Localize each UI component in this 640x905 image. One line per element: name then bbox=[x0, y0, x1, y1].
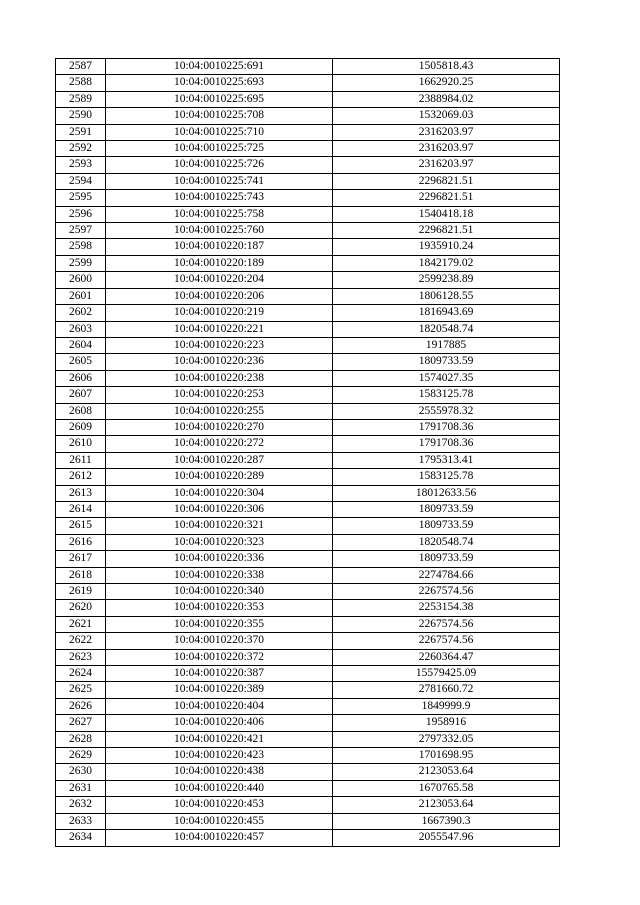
row-number-cell: 2630 bbox=[56, 764, 106, 780]
table-row bbox=[56, 551, 560, 567]
amount-cell: 1809733.59 bbox=[333, 501, 560, 517]
amount-cell: 1583125.78 bbox=[333, 469, 560, 485]
table-row bbox=[56, 584, 560, 600]
cadastral-number-cell: 10:04:0010220:404 bbox=[106, 698, 333, 714]
row-number-cell: 2633 bbox=[56, 813, 106, 829]
row-number-cell: 2597 bbox=[56, 223, 106, 239]
amount-cell: 1791708.36 bbox=[333, 436, 560, 452]
amount-cell: 1917885 bbox=[333, 337, 560, 353]
table-row bbox=[56, 748, 560, 764]
table-row bbox=[56, 124, 560, 140]
amount-cell: 1667390.3 bbox=[333, 813, 560, 829]
table-row bbox=[56, 534, 560, 550]
cadastral-number-cell: 10:04:0010225:743 bbox=[106, 190, 333, 206]
row-number-cell: 2631 bbox=[56, 780, 106, 796]
table-row bbox=[56, 255, 560, 271]
amount-cell: 2388984.02 bbox=[333, 91, 560, 107]
table-row bbox=[56, 501, 560, 517]
cadastral-number-cell: 10:04:0010220:338 bbox=[106, 567, 333, 583]
table-row bbox=[56, 780, 560, 796]
amount-cell: 1701698.95 bbox=[333, 748, 560, 764]
amount-cell: 1806128.55 bbox=[333, 288, 560, 304]
table-row bbox=[56, 666, 560, 682]
cadastral-number-cell: 10:04:0010220:372 bbox=[106, 649, 333, 665]
amount-cell: 2274784.66 bbox=[333, 567, 560, 583]
amount-cell: 2316203.97 bbox=[333, 157, 560, 173]
row-number-cell: 2592 bbox=[56, 141, 106, 157]
table-row bbox=[56, 633, 560, 649]
amount-cell: 2260364.47 bbox=[333, 649, 560, 665]
amount-cell: 1505818.43 bbox=[333, 59, 560, 75]
row-number-cell: 2588 bbox=[56, 75, 106, 91]
row-number-cell: 2610 bbox=[56, 436, 106, 452]
table-row bbox=[56, 305, 560, 321]
cadastral-number-cell: 10:04:0010220:223 bbox=[106, 337, 333, 353]
row-number-cell: 2619 bbox=[56, 584, 106, 600]
row-number-cell: 2604 bbox=[56, 337, 106, 353]
cadastral-number-cell: 10:04:0010225:695 bbox=[106, 91, 333, 107]
table-row bbox=[56, 190, 560, 206]
table-body bbox=[56, 59, 560, 847]
row-number-cell: 2617 bbox=[56, 551, 106, 567]
row-number-cell: 2587 bbox=[56, 59, 106, 75]
cadastral-number-cell: 10:04:0010220:340 bbox=[106, 584, 333, 600]
table-row bbox=[56, 616, 560, 632]
row-number-cell: 2625 bbox=[56, 682, 106, 698]
row-number-cell: 2613 bbox=[56, 485, 106, 501]
table-row bbox=[56, 403, 560, 419]
row-number-cell: 2611 bbox=[56, 452, 106, 468]
table-row bbox=[56, 141, 560, 157]
amount-cell: 2055547.96 bbox=[333, 830, 560, 846]
table-row bbox=[56, 649, 560, 665]
cadastral-number-cell: 10:04:0010225:726 bbox=[106, 157, 333, 173]
amount-cell: 18012633.56 bbox=[333, 485, 560, 501]
amount-cell: 1583125.78 bbox=[333, 387, 560, 403]
row-number-cell: 2634 bbox=[56, 830, 106, 846]
row-number-cell: 2605 bbox=[56, 354, 106, 370]
table-row bbox=[56, 830, 560, 846]
row-number-cell: 2609 bbox=[56, 419, 106, 435]
cadastral-number-cell: 10:04:0010220:270 bbox=[106, 419, 333, 435]
table-row bbox=[56, 715, 560, 731]
table-row bbox=[56, 419, 560, 435]
cadastral-number-cell: 10:04:0010220:421 bbox=[106, 731, 333, 747]
table-row bbox=[56, 354, 560, 370]
row-number-cell: 2620 bbox=[56, 600, 106, 616]
table-row bbox=[56, 764, 560, 780]
cadastral-number-cell: 10:04:0010220:355 bbox=[106, 616, 333, 632]
table-row bbox=[56, 288, 560, 304]
row-number-cell: 2612 bbox=[56, 469, 106, 485]
table-row bbox=[56, 337, 560, 353]
amount-cell: 2599238.89 bbox=[333, 272, 560, 288]
amount-cell: 2267574.56 bbox=[333, 584, 560, 600]
table-row bbox=[56, 698, 560, 714]
table-row bbox=[56, 370, 560, 386]
amount-cell: 2123053.64 bbox=[333, 764, 560, 780]
table-row bbox=[56, 75, 560, 91]
table-row bbox=[56, 682, 560, 698]
cadastral-number-cell: 10:04:0010220:321 bbox=[106, 518, 333, 534]
row-number-cell: 2606 bbox=[56, 370, 106, 386]
row-number-cell: 2600 bbox=[56, 272, 106, 288]
table-row bbox=[56, 567, 560, 583]
amount-cell: 2296821.51 bbox=[333, 190, 560, 206]
row-number-cell: 2594 bbox=[56, 173, 106, 189]
table-row bbox=[56, 387, 560, 403]
cadastral-number-cell: 10:04:0010220:253 bbox=[106, 387, 333, 403]
row-number-cell: 2589 bbox=[56, 91, 106, 107]
row-number-cell: 2627 bbox=[56, 715, 106, 731]
cadastral-number-cell: 10:04:0010225:708 bbox=[106, 108, 333, 124]
amount-cell: 2296821.51 bbox=[333, 223, 560, 239]
cadastral-number-cell: 10:04:0010225:760 bbox=[106, 223, 333, 239]
amount-cell: 2316203.97 bbox=[333, 141, 560, 157]
cadastral-number-cell: 10:04:0010220:238 bbox=[106, 370, 333, 386]
row-number-cell: 2615 bbox=[56, 518, 106, 534]
row-number-cell: 2601 bbox=[56, 288, 106, 304]
cadastral-number-cell: 10:04:0010220:457 bbox=[106, 830, 333, 846]
table-row bbox=[56, 223, 560, 239]
table-row bbox=[56, 59, 560, 75]
cadastral-number-cell: 10:04:0010225:725 bbox=[106, 141, 333, 157]
cadastral-number-cell: 10:04:0010220:336 bbox=[106, 551, 333, 567]
table-row bbox=[56, 600, 560, 616]
cadastral-number-cell: 10:04:0010220:189 bbox=[106, 255, 333, 271]
cadastral-number-cell: 10:04:0010220:323 bbox=[106, 534, 333, 550]
amount-cell: 1574027.35 bbox=[333, 370, 560, 386]
row-number-cell: 2607 bbox=[56, 387, 106, 403]
amount-cell: 1540418.18 bbox=[333, 206, 560, 222]
cadastral-number-cell: 10:04:0010225:710 bbox=[106, 124, 333, 140]
amount-cell: 1820548.74 bbox=[333, 534, 560, 550]
cadastral-number-cell: 10:04:0010220:306 bbox=[106, 501, 333, 517]
amount-cell: 2253154.38 bbox=[333, 600, 560, 616]
cadastral-number-cell: 10:04:0010220:236 bbox=[106, 354, 333, 370]
table-row bbox=[56, 518, 560, 534]
table-row bbox=[56, 206, 560, 222]
table-row bbox=[56, 797, 560, 813]
cadastral-number-cell: 10:04:0010225:693 bbox=[106, 75, 333, 91]
row-number-cell: 2596 bbox=[56, 206, 106, 222]
amount-cell: 2123053.64 bbox=[333, 797, 560, 813]
cadastral-number-cell: 10:04:0010225:758 bbox=[106, 206, 333, 222]
cadastral-number-cell: 10:04:0010220:406 bbox=[106, 715, 333, 731]
cadastral-number-cell: 10:04:0010220:287 bbox=[106, 452, 333, 468]
cadastral-number-cell: 10:04:0010220:221 bbox=[106, 321, 333, 337]
amount-cell: 1795313.41 bbox=[333, 452, 560, 468]
table-row bbox=[56, 485, 560, 501]
row-number-cell: 2602 bbox=[56, 305, 106, 321]
cadastral-number-cell: 10:04:0010220:255 bbox=[106, 403, 333, 419]
cadastral-number-cell: 10:04:0010220:440 bbox=[106, 780, 333, 796]
row-number-cell: 2603 bbox=[56, 321, 106, 337]
amount-cell: 1842179.02 bbox=[333, 255, 560, 271]
cadastral-number-cell: 10:04:0010220:455 bbox=[106, 813, 333, 829]
table-row bbox=[56, 108, 560, 124]
cadastral-number-cell: 10:04:0010220:453 bbox=[106, 797, 333, 813]
amount-cell: 2267574.56 bbox=[333, 633, 560, 649]
cadastral-number-cell: 10:04:0010220:219 bbox=[106, 305, 333, 321]
cadastral-number-cell: 10:04:0010220:187 bbox=[106, 239, 333, 255]
cadastral-number-cell: 10:04:0010220:387 bbox=[106, 666, 333, 682]
row-number-cell: 2622 bbox=[56, 633, 106, 649]
row-number-cell: 2595 bbox=[56, 190, 106, 206]
row-number-cell: 2624 bbox=[56, 666, 106, 682]
row-number-cell: 2629 bbox=[56, 748, 106, 764]
row-number-cell: 2632 bbox=[56, 797, 106, 813]
row-number-cell: 2618 bbox=[56, 567, 106, 583]
row-number-cell: 2628 bbox=[56, 731, 106, 747]
cadastral-number-cell: 10:04:0010220:370 bbox=[106, 633, 333, 649]
amount-cell: 2797332.05 bbox=[333, 731, 560, 747]
amount-cell: 1809733.59 bbox=[333, 551, 560, 567]
amount-cell: 1532069.03 bbox=[333, 108, 560, 124]
row-number-cell: 2608 bbox=[56, 403, 106, 419]
data-table bbox=[55, 58, 560, 847]
cadastral-number-cell: 10:04:0010220:289 bbox=[106, 469, 333, 485]
table-row bbox=[56, 469, 560, 485]
table-row bbox=[56, 731, 560, 747]
cadastral-number-cell: 10:04:0010220:423 bbox=[106, 748, 333, 764]
row-number-cell: 2593 bbox=[56, 157, 106, 173]
amount-cell: 1958916 bbox=[333, 715, 560, 731]
amount-cell: 2555978.32 bbox=[333, 403, 560, 419]
cadastral-number-cell: 10:04:0010225:741 bbox=[106, 173, 333, 189]
cadastral-number-cell: 10:04:0010220:389 bbox=[106, 682, 333, 698]
table-row bbox=[56, 436, 560, 452]
table-row bbox=[56, 239, 560, 255]
row-number-cell: 2623 bbox=[56, 649, 106, 665]
amount-cell: 15579425.09 bbox=[333, 666, 560, 682]
row-number-cell: 2616 bbox=[56, 534, 106, 550]
amount-cell: 2296821.51 bbox=[333, 173, 560, 189]
table-row bbox=[56, 452, 560, 468]
table-row bbox=[56, 321, 560, 337]
cadastral-number-cell: 10:04:0010220:353 bbox=[106, 600, 333, 616]
table-row bbox=[56, 157, 560, 173]
cadastral-number-cell: 10:04:0010220:272 bbox=[106, 436, 333, 452]
cadastral-number-cell: 10:04:0010220:206 bbox=[106, 288, 333, 304]
table-row bbox=[56, 91, 560, 107]
cadastral-number-cell: 10:04:0010220:304 bbox=[106, 485, 333, 501]
amount-cell: 1791708.36 bbox=[333, 419, 560, 435]
amount-cell: 2267574.56 bbox=[333, 616, 560, 632]
row-number-cell: 2599 bbox=[56, 255, 106, 271]
table-row bbox=[56, 173, 560, 189]
amount-cell: 2316203.97 bbox=[333, 124, 560, 140]
amount-cell: 2781660.72 bbox=[333, 682, 560, 698]
amount-cell: 1935910.24 bbox=[333, 239, 560, 255]
amount-cell: 1809733.59 bbox=[333, 518, 560, 534]
cadastral-number-cell: 10:04:0010220:204 bbox=[106, 272, 333, 288]
row-number-cell: 2614 bbox=[56, 501, 106, 517]
row-number-cell: 2621 bbox=[56, 616, 106, 632]
cadastral-number-cell: 10:04:0010220:438 bbox=[106, 764, 333, 780]
amount-cell: 1849999.9 bbox=[333, 698, 560, 714]
table-row bbox=[56, 813, 560, 829]
table-row bbox=[56, 272, 560, 288]
row-number-cell: 2598 bbox=[56, 239, 106, 255]
row-number-cell: 2590 bbox=[56, 108, 106, 124]
row-number-cell: 2626 bbox=[56, 698, 106, 714]
row-number-cell: 2591 bbox=[56, 124, 106, 140]
amount-cell: 1816943.69 bbox=[333, 305, 560, 321]
amount-cell: 1809733.59 bbox=[333, 354, 560, 370]
amount-cell: 1670765.58 bbox=[333, 780, 560, 796]
amount-cell: 1662920.25 bbox=[333, 75, 560, 91]
cadastral-number-cell: 10:04:0010225:691 bbox=[106, 59, 333, 75]
amount-cell: 1820548.74 bbox=[333, 321, 560, 337]
